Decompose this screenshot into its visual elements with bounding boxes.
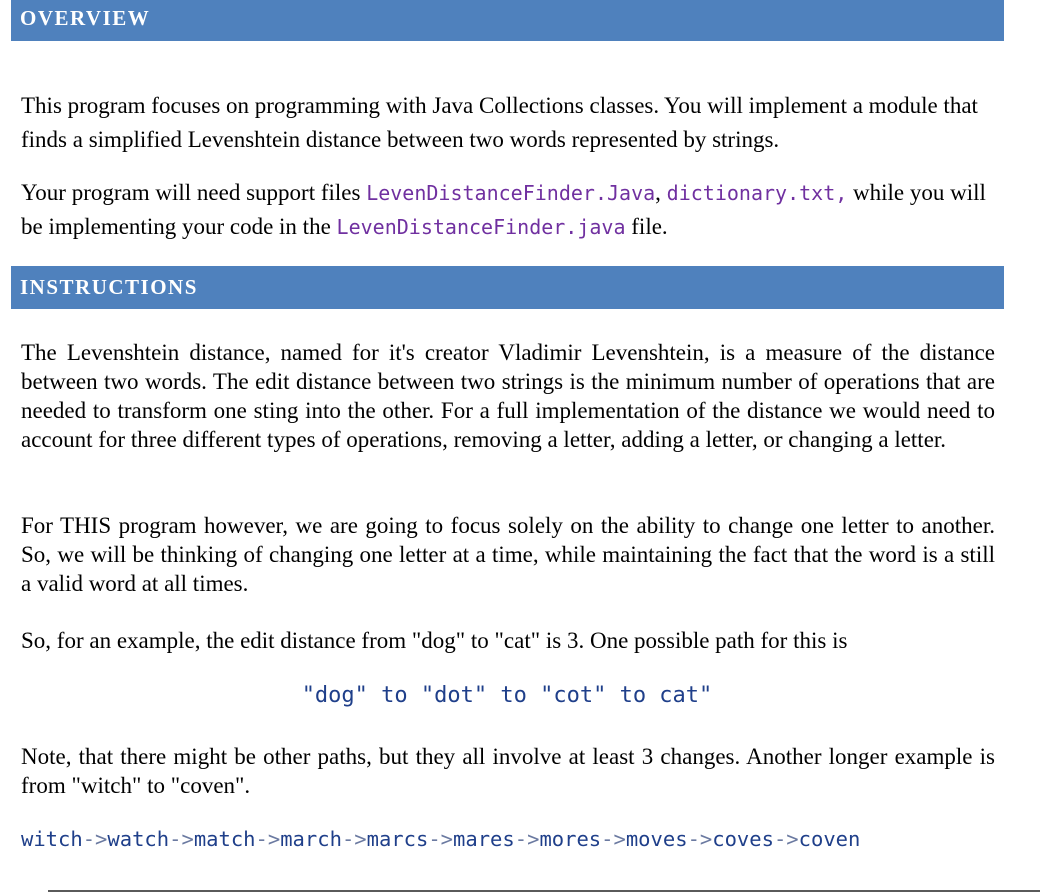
p2-separator: , bbox=[655, 180, 667, 205]
chain-arrow: -> bbox=[428, 827, 454, 851]
chain-word: mares bbox=[453, 827, 515, 851]
overview-heading bbox=[11, 0, 1004, 41]
chain-arrow: -> bbox=[514, 827, 540, 851]
instructions-paragraph-1: The Levenshtein distance, named for it's creator Vladimir Levenshtein, is a measure of the distance between two words. The edit distance between two strings is the minimum number of operations that are needed to transform one sting into the other. For a full implementation of the distance we would need to account for three different types of operations, removing a letter, adding a letter, or changing a letter. bbox=[21, 340, 995, 452]
overview-heading-text: OVERVIEW bbox=[20, 6, 151, 30]
example-path-code: "dog" to "dot" to "cot" to cat" bbox=[301, 683, 713, 708]
chain-arrow: -> bbox=[773, 827, 799, 851]
chain-arrow: -> bbox=[169, 827, 194, 851]
chain-arrow: -> bbox=[601, 827, 626, 851]
chain-arrow: -> bbox=[341, 827, 367, 851]
chain-word: witch bbox=[21, 827, 83, 851]
file-leven-java: LevenDistanceFinder.java bbox=[336, 215, 626, 239]
chain-arrow: -> bbox=[687, 827, 713, 851]
chain-arrow: -> bbox=[255, 827, 281, 851]
chain-word: coves bbox=[712, 827, 774, 851]
p2-middle: while you will be implementing your code in the bbox=[21, 180, 986, 239]
instructions-paragraph-4: Note, that there might be other paths, but they all involve at least 3 changes. Another longer example is from "witch" to "coven". bbox=[21, 744, 995, 798]
chain-word: match bbox=[193, 827, 256, 851]
chain-word: coven bbox=[798, 827, 861, 851]
instructions-heading-text: INSTRUCTIONS bbox=[20, 275, 198, 299]
overview-paragraph-1: This program focuses on programming with Java Collections classes. You will implement a module that finds a simplified Levenshtein distance between two words represented by strings. bbox=[21, 93, 978, 152]
chain-word: marcs bbox=[366, 827, 429, 851]
chain-word: watch bbox=[107, 827, 170, 851]
file-dictionary-txt: dictionary.txt, bbox=[666, 181, 848, 205]
bottom-divider bbox=[48, 890, 1040, 892]
chain-word: moves bbox=[625, 827, 688, 851]
instructions-heading bbox=[11, 266, 1004, 309]
witch-to-coven-chain bbox=[21, 827, 860, 851]
p2-suffix: file. bbox=[625, 214, 668, 239]
p2-prefix: Your program will need support files bbox=[21, 180, 367, 205]
chain-arrow: -> bbox=[82, 827, 108, 851]
instructions-paragraph-2: For THIS program however, we are going to focus solely on the ability to change one letter to another. So, we will be thinking of changing one letter at a time, while maintaining the fact that the word is a still a valid word at all times. bbox=[21, 513, 995, 596]
overview-paragraph-2 bbox=[21, 176, 995, 244]
instructions-paragraph-3: So, for an example, the edit distance from "dog" to "cat" is 3. One possible path for this is bbox=[21, 628, 848, 653]
chain-word: march bbox=[280, 827, 342, 851]
file-leven-java-upper: LevenDistanceFinder.Java bbox=[366, 181, 656, 205]
chain-word: mores bbox=[539, 827, 602, 851]
